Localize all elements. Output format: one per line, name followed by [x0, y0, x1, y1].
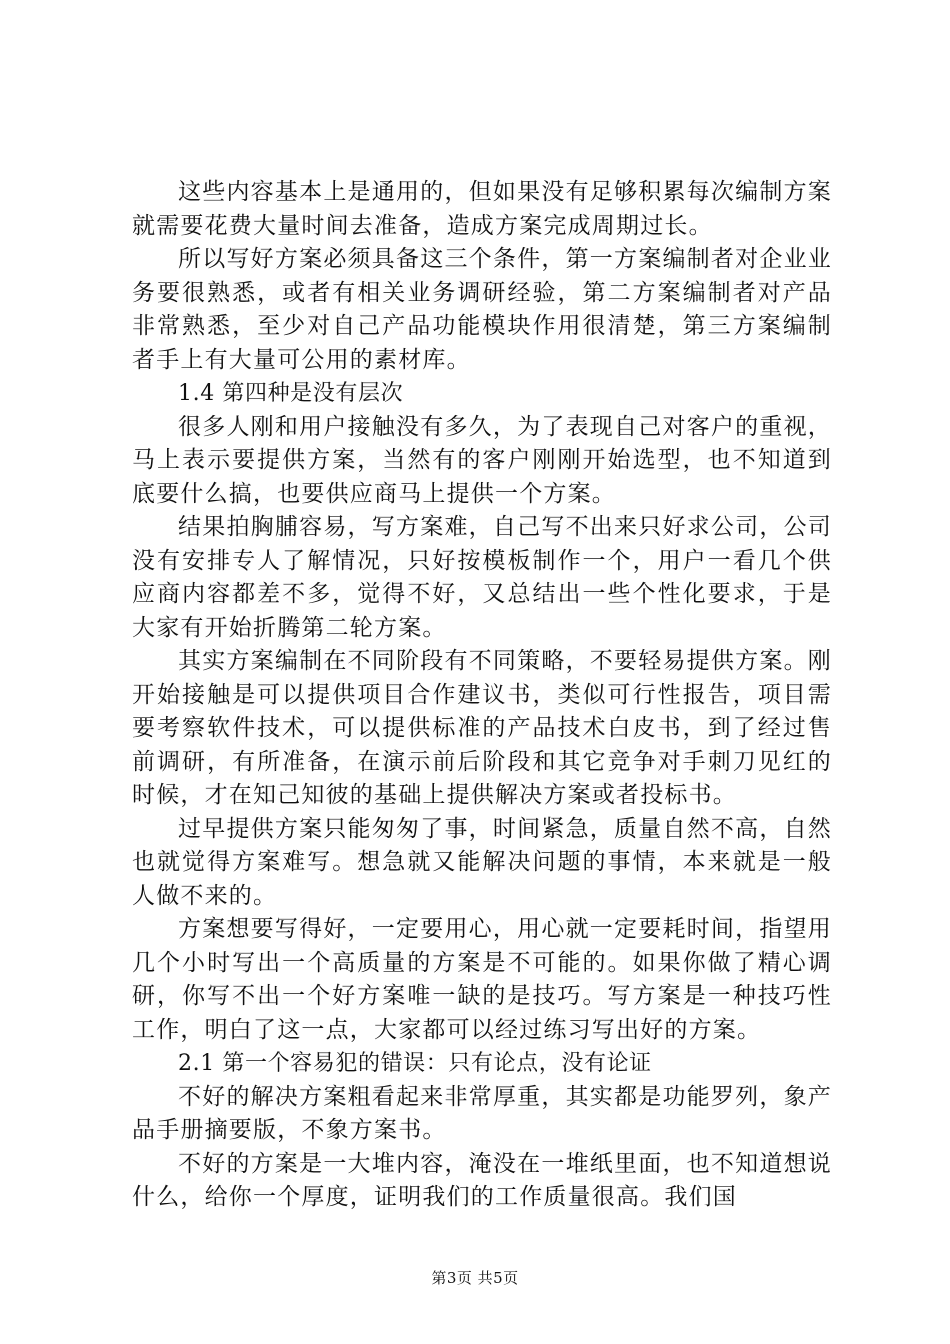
paragraph: 过早提供方案只能匆匆了事，时间紧急，质量自然不高，自然也就觉得方案难写。想急就又能解决问题的事情，本来就是一般人做不来的。 — [132, 815, 832, 909]
paragraph: 不好的方案是一大堆内容，淹没在一堆纸里面，也不知道想说什么，给你一个厚度，证明我们的工作质量很高。我们国 — [132, 1150, 832, 1210]
page-footer: 第3页 共5页 — [431, 1269, 519, 1287]
document-body — [132, 176, 832, 1215]
paragraph: 结果拍胸脯容易，写方案难，自己写不出来只好求公司，公司没有安排专人了解情况，只好按模板制作一个，用户一看几个供应商内容都差不多，觉得不好，又总结出一些个性化要求，于是大家有开始折腾第二轮方案。 — [132, 514, 832, 641]
section-heading: 1.4 第四种是没有层次 — [178, 381, 404, 406]
paragraph: 方案想要写得好，一定要用心，用心就一定要耗时间，指望用几个小时写出一个高质量的方案是不可能的。如果你做了精心调研，你写不出一个好方案唯一缺的是技巧。写方案是一种技巧性工作，明白了这一点，大家都可以经过练习写出好的方案。 — [132, 916, 832, 1043]
paragraph: 很多人刚和用户接触没有多久，为了表现自己对客户的重视，马上表示要提供方案，当然有的客户刚刚开始选型，也不知道到底要什么搞，也要供应商马上提供一个方案。 — [132, 413, 832, 507]
paragraph: 不好的解决方案粗看起来非常厚重，其实都是功能罗列，象产品手册摘要版，不象方案书。 — [132, 1083, 832, 1143]
paragraph: 所以写好方案必须具备这三个条件，第一方案编制者对企业业务要很熟悉，或者有相关业务调研经验，第二方案编制者对产品非常熟悉，至少对自己产品功能模块作用很清楚，第三方案编制者手上有大量可公用的素材库。 — [132, 246, 832, 373]
section-heading: 2.1 第一个容易犯的错误：只有论点，没有论证 — [178, 1051, 652, 1076]
paragraph: 这些内容基本上是通用的，但如果没有足够积累每次编制方案就需要花费大量时间去准备，造成方案完成周期过长。 — [132, 179, 832, 239]
paragraph: 其实方案编制在不同阶段有不同策略，不要轻易提供方案。刚开始接触是可以提供项目合作建议书，类似可行性报告，项目需要考察软件技术，可以提供标准的产品技术白皮书，到了经过售前调研，有所准备，在演示前后阶段和其它竞争对手刺刀见红的时候，才在知己知彼的基础上提供解决方案或者投标书。 — [132, 648, 832, 808]
